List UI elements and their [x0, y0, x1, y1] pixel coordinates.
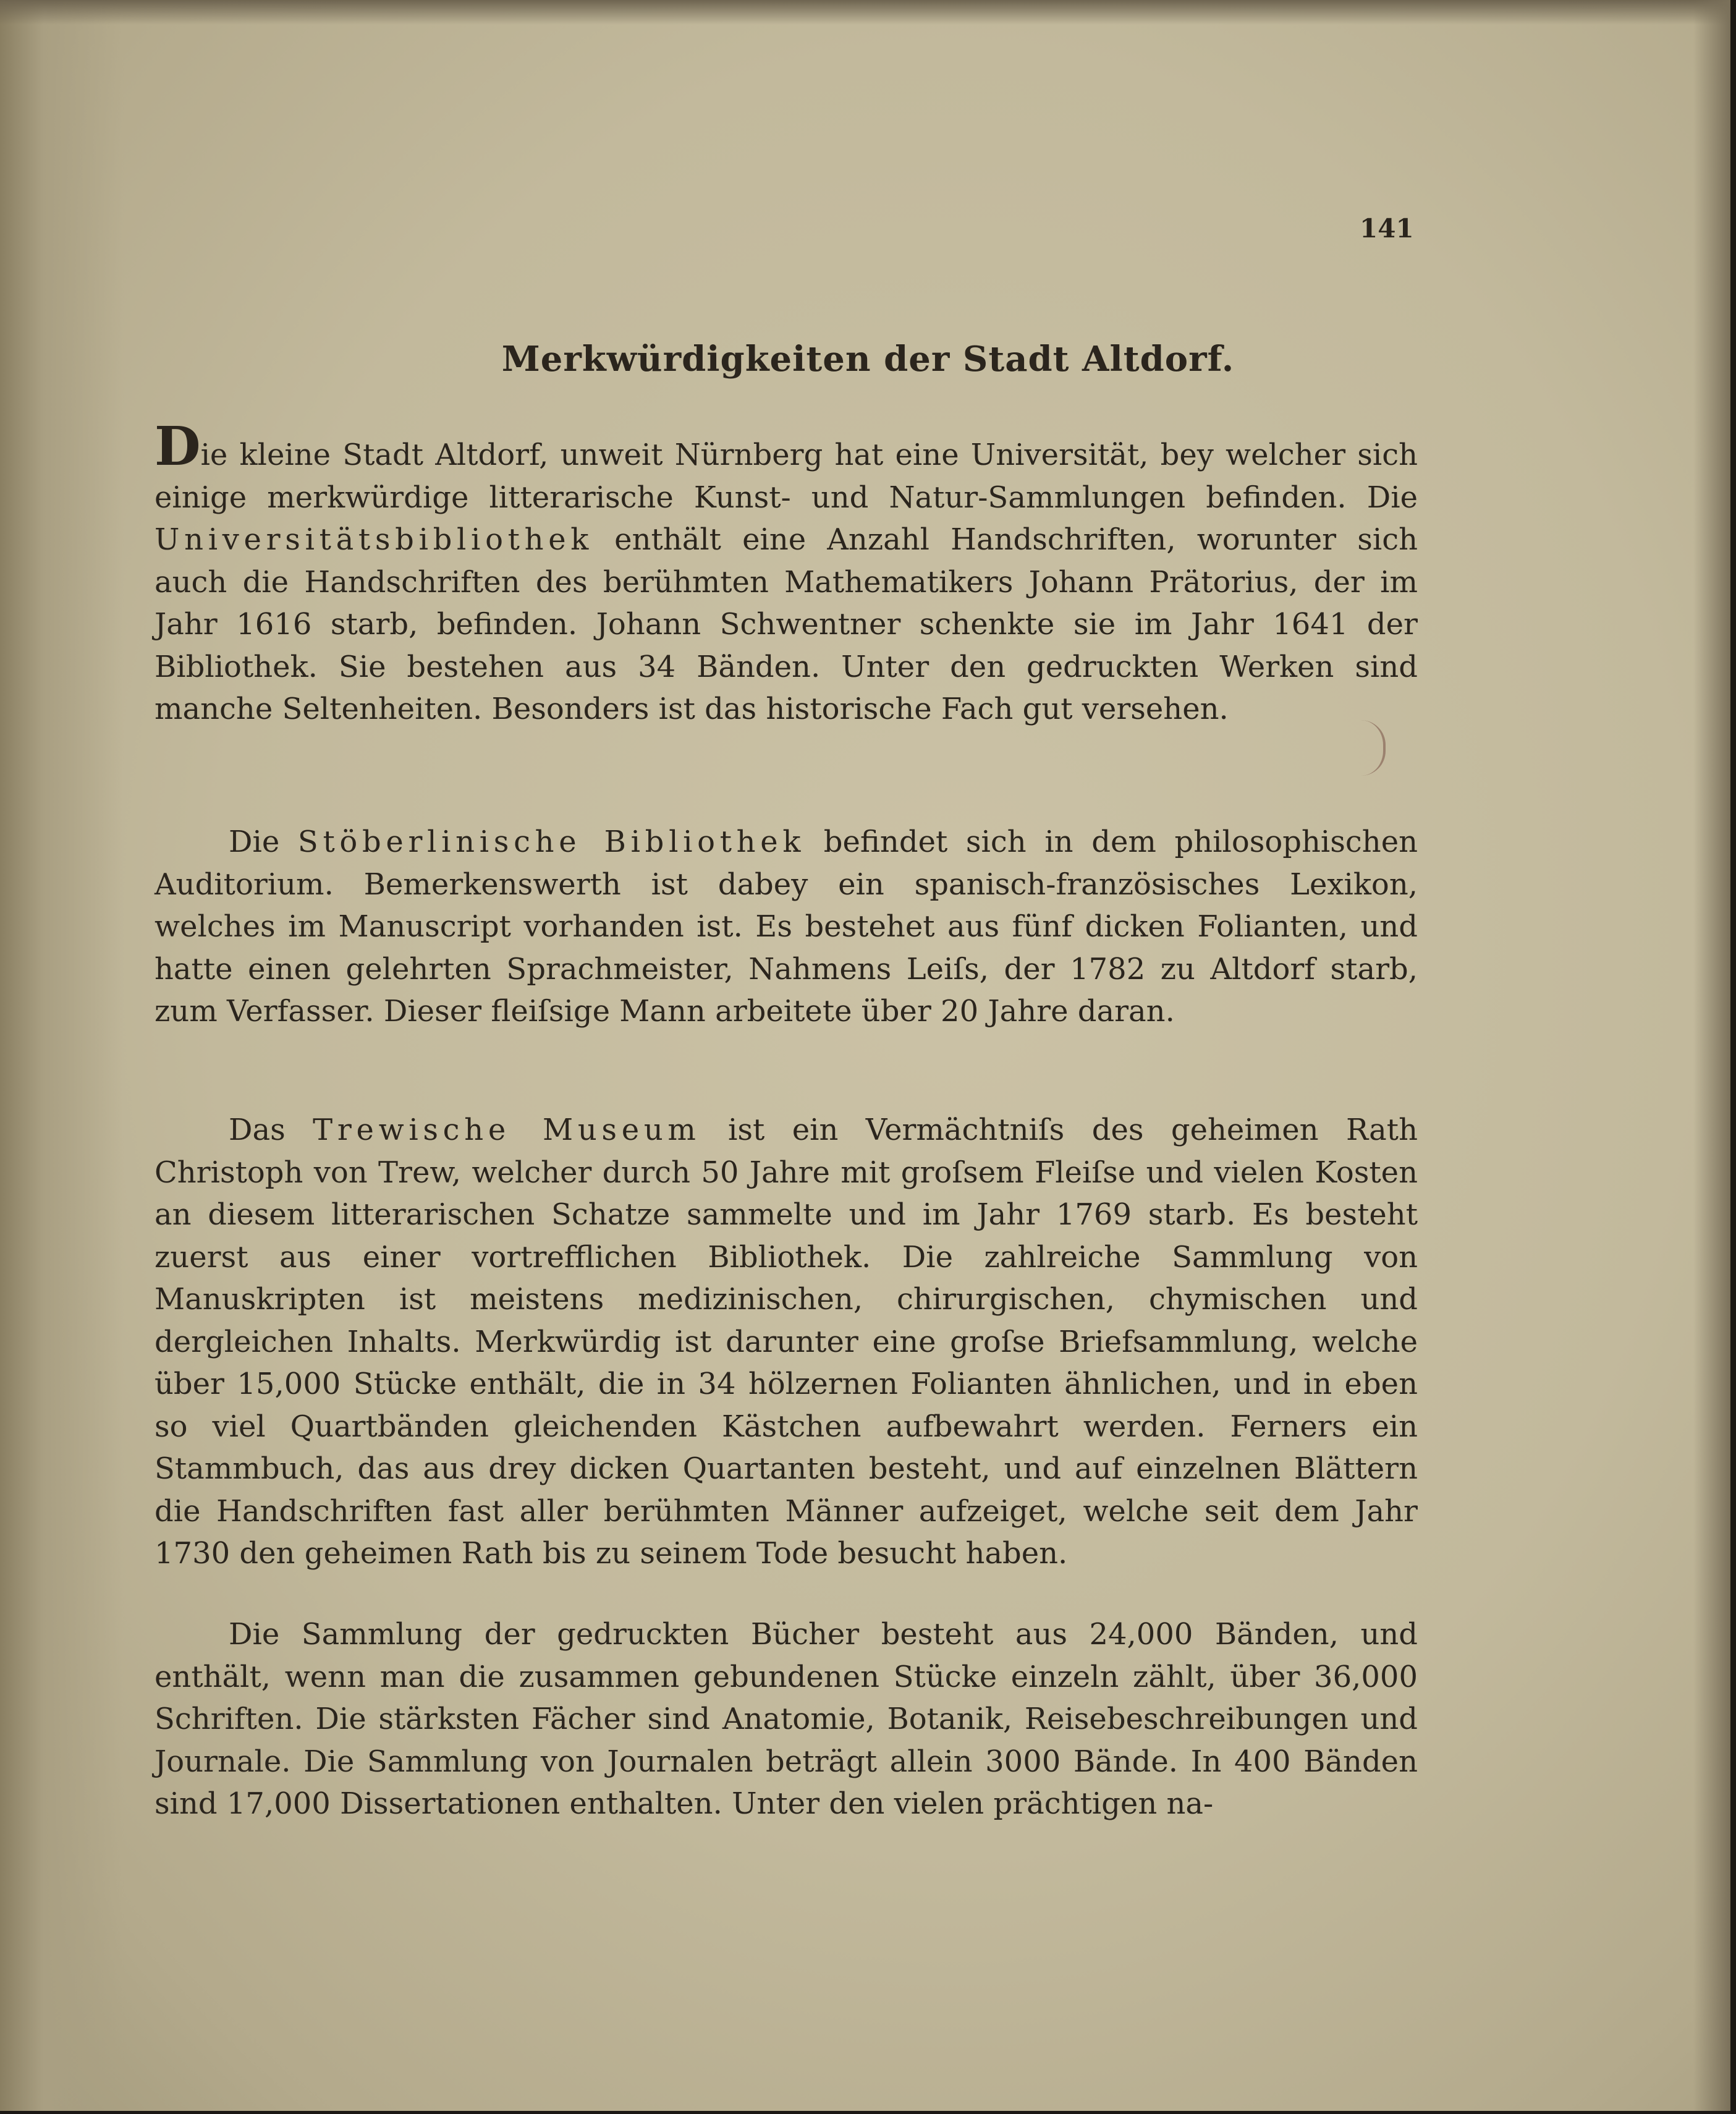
top-edge: [0, 0, 1730, 25]
paragraph-4: [155, 1613, 1418, 1825]
paragraph-1-emphasis: Universitätsbibliothek: [155, 522, 594, 557]
paragraph-2-rest: befindet sich in dem philosophischen Auditorium. Bemerkenswerth ist dabey ein spanisch-französisches Lexikon, welches im Manuscript vorhanden ist. Es bestehet aus fünf dicken Folianten, und hatte einen gelehrten Sprachmeister, Nahmens Leiſs, der 1782 zu Altdorf starb, zum Verfasser. Dieser fleiſsige Mann arbeitete über 20 Jahre daran.: [155, 825, 1418, 1029]
drop-cap: D: [155, 415, 201, 478]
paragraph-3: [155, 1109, 1418, 1575]
paragraph-3-emphasis: Trewische Museum: [313, 1113, 701, 1147]
paragraph-2: [155, 821, 1418, 1033]
paragraph-3-rest: ist ein Vermächtniſs des geheimen Rath Christoph von Trew, welcher durch 50 Jahre mit groſsem Fleiſse und vielen Kosten an diesem litterarischen Schatze sammelte und im Jahr 1769 starb. Es besteht zuerst aus einer vortrefflichen Bibliothek. Die zahlreiche Sammlung von Manuskripten ist meistens medizinischen, chirurgischen, chymischen und dergleichen Inhalts. Merkwürdig ist darunter eine groſse Briefsammlung, welche über 15,000 Stücke enthält, die in 34 hölzernen Folianten ähnlichen, und in eben so viel Quartbänden gleichenden Kästchen aufbewahrt werden. Ferners ein Stammbuch, das aus drey dicken Quartanten besteht, und auf einzelnen Blättern die Handschriften fast aller berühmten Männer aufzeiget, welche seit dem Jahr 1730 den geheimen Rath bis zu seinem Tode besucht haben.: [155, 1113, 1418, 1571]
paragraph-3-lead: Das: [229, 1113, 313, 1147]
right-edge: [1693, 0, 1730, 2111]
spine-shadow: [0, 0, 124, 2111]
paragraph-1-rest: enthält eine Anzahl Handschriften, worunter sich auch die Handschriften des berühmten Mathematikers Johann Prätorius, der im Jahr 1616 starb, befinden. Johann Schwentner schenkte sie im Jahr 1641 der Bibliothek. Sie bestehen aus 34 Bänden. Unter den gedruckten Werken sind manche Seltenheiten. Besonders ist das historische Fach gut versehen.: [155, 522, 1418, 726]
paragraph-1: [155, 415, 1418, 731]
paragraph-2-emphasis: Stöberlinische Bibliothek: [297, 825, 806, 859]
paragraph-4-text: Die Sammlung der gedruckten Bücher besteht aus 24,000 Bänden, und enthält, wenn man die zusammen gebundenen Stücke einzeln zählt, über 36,000 Schriften. Die stärksten Fächer sind Anatomie, Botanik, Reisebeschreibungen und Journale. Die Sammlung von Journalen beträgt allein 3000 Bände. In 400 Bänden sind 17,000 Dissertationen enthalten. Unter den vielen prächtigen na-: [155, 1617, 1418, 1821]
paragraph-1-lead: ie kleine Stadt Altdorf, unweit Nürnberg hat eine Universität, bey welcher sich einige merkwürdige litterarische Kunst- und Natur-Sammlungen befinden. Die: [155, 438, 1418, 515]
page-number: 141: [1360, 213, 1414, 244]
page-title: Merkwürdigkeiten der Stadt Altdorf.: [501, 339, 1235, 380]
paragraph-2-lead: Die: [229, 825, 298, 859]
